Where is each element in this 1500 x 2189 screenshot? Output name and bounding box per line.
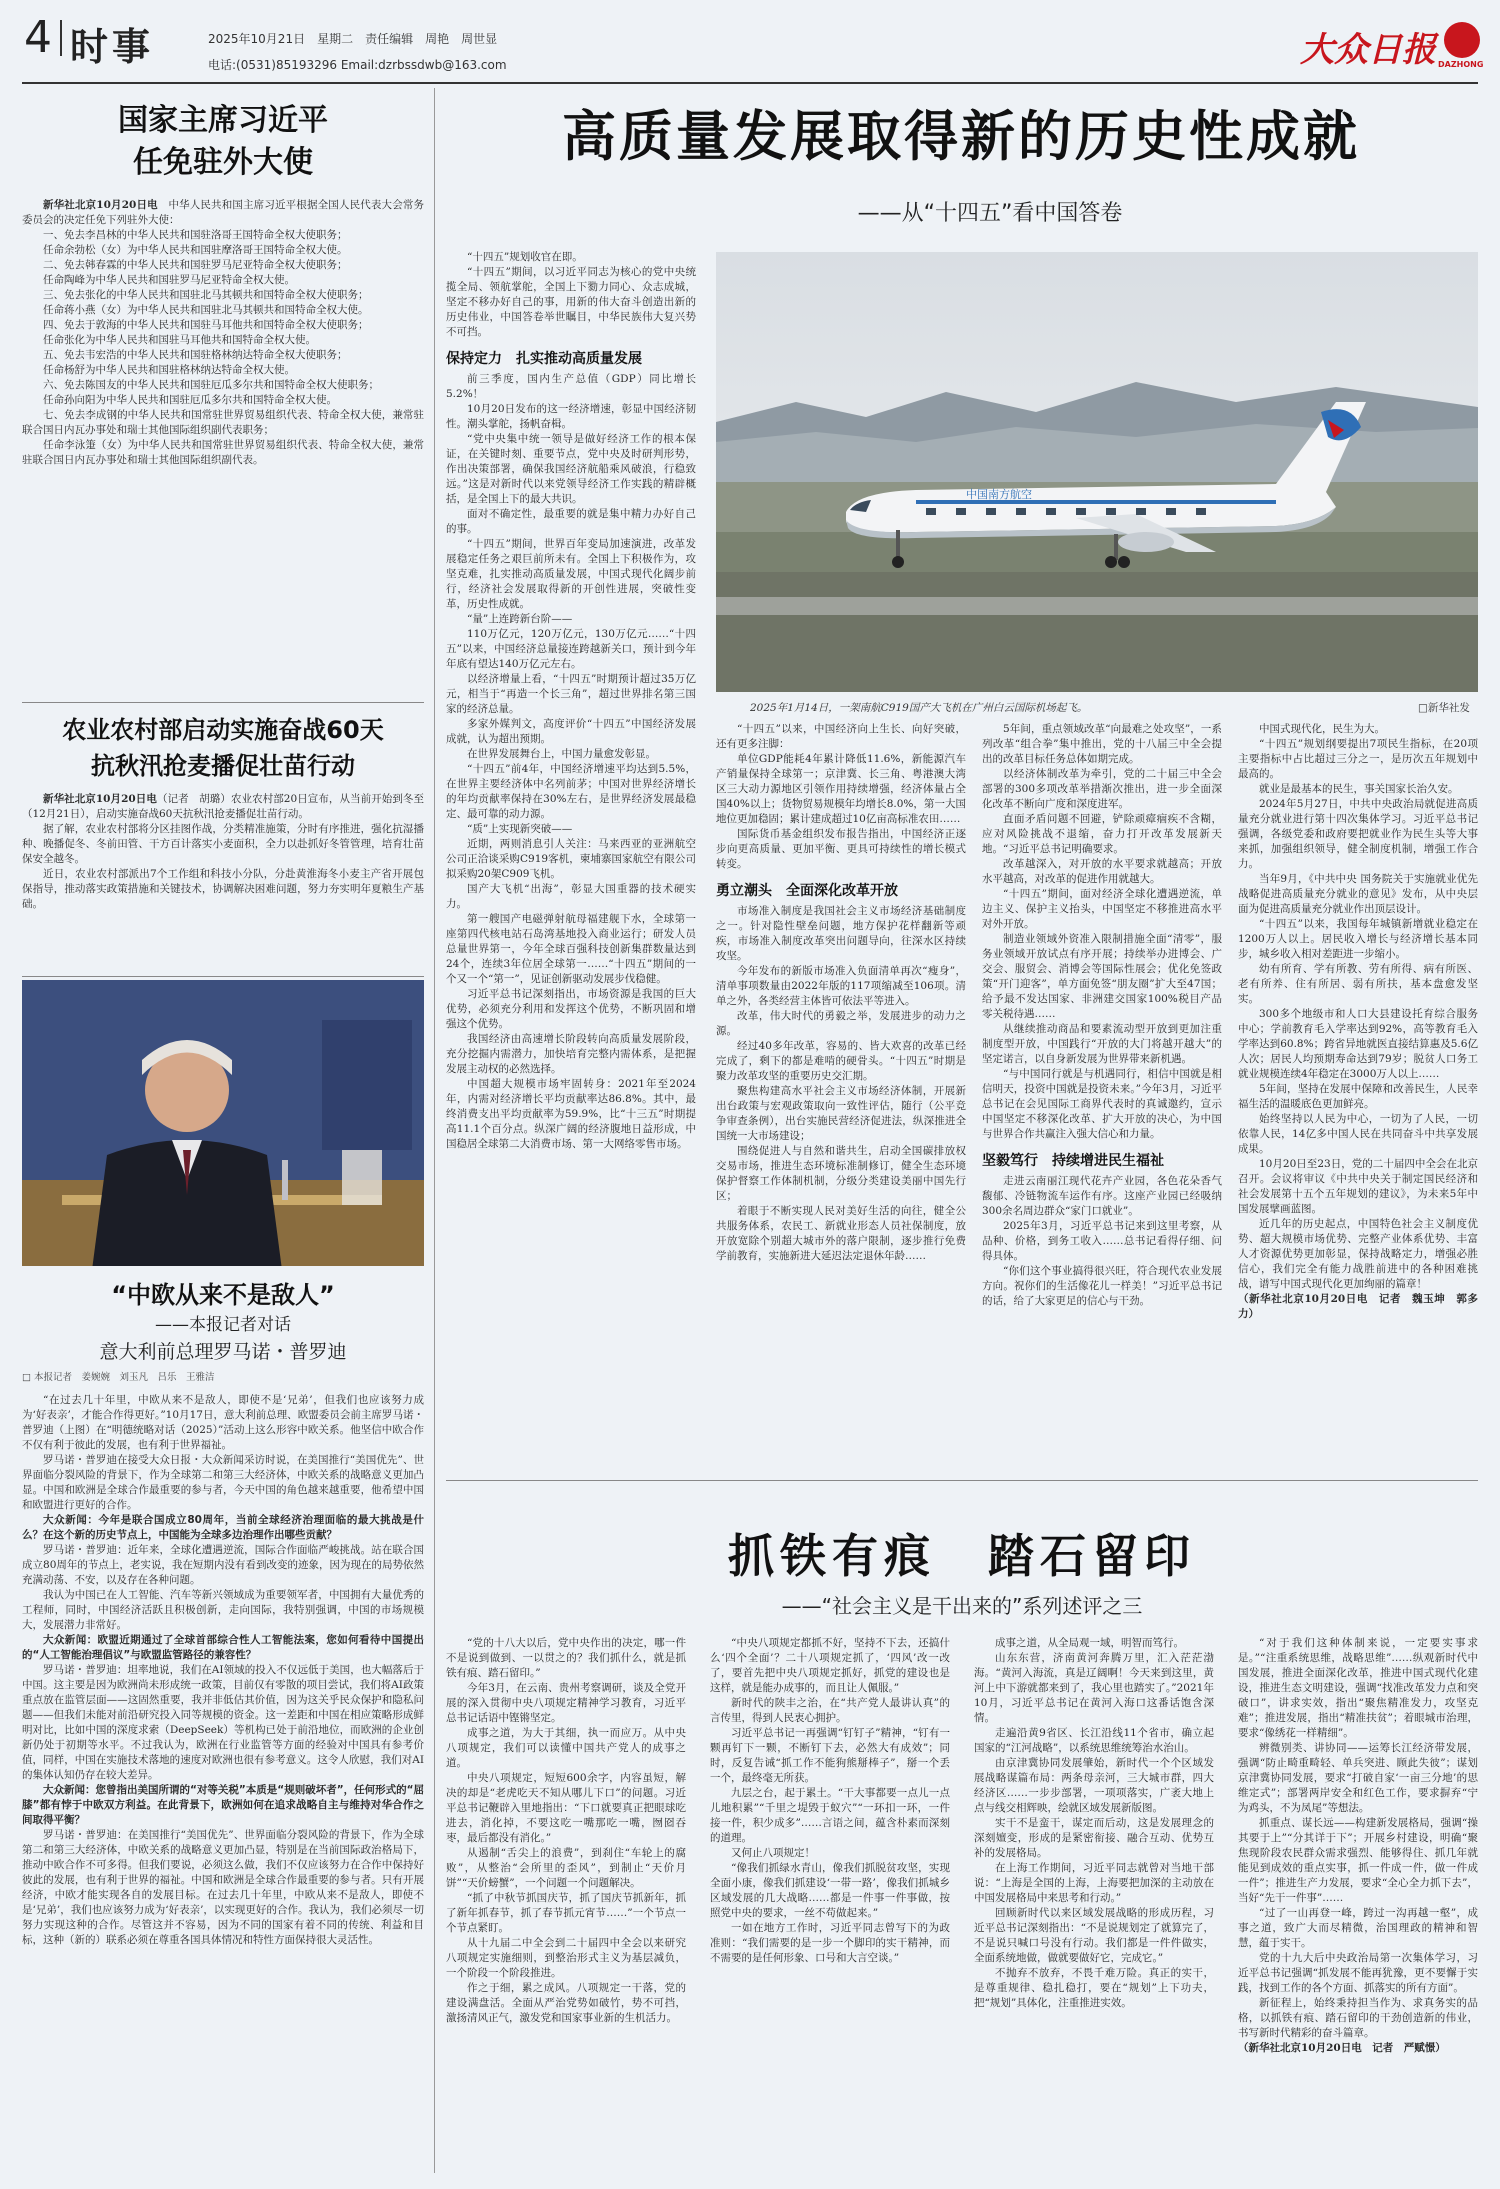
- article-paragraph: 近几年的历史起点，中国特色社会主义制度优势、超大规模市场优势、完整产业体系优势、丰富人才资源优势更加彰显，保持战略定力，增强必胜信心，我们完全有能力战胜前进中的各种困难挑战，谱写中国式现代化更加绚丽的篇章！: [1238, 1218, 1478, 1290]
- article-paragraph: 走遍沿黄9省区、长江沿线11个省市，确立起国家的“江河战略”，以系统思维统筹治水治山。: [974, 1727, 1214, 1754]
- header-divider: [60, 20, 62, 56]
- article-paragraph: 罗马诺・普罗迪：近年来，全球化遭遇逆流，国际合作面临严峻挑战。站在联合国成立80周年的节点上，老实说，我在短期内没有看到改变的迹象，因为现在的局势依然充满动荡、不安，以及存在各种问题。: [22, 1544, 424, 1586]
- article-paragraph: 聚焦构建高水平社会主义市场经济体制，开展新出台政策与宏观政策取向一致性评估，随行（公平竞争审查条例），出台实施民营经济促进法，纵深推进全国统一大市场建设；: [716, 1085, 966, 1142]
- ambassadors-dateline: 新华社北京10月20日电: [43, 199, 158, 211]
- article-paragraph: 面对不确定性，最重要的就是集中精力办好自己的事。: [446, 508, 696, 535]
- article-paragraph: 第一艘国产电磁弹射航母福建舰下水，全球第一座第四代核电站石岛湾基地投入商业运行；研发人员总量世界第一，今年全球百强科技创新集群数量达到24个，连续3年位居全球第一……“十四五”期间的一个又一个“第一”，见证创新驱动发展步伐稳健。: [446, 913, 696, 985]
- article-paragraph: 九层之台，起于累土。“干大事都要一点儿一点儿地积累”“千里之堤毁于蚁穴”“一环扣一环，一件接一件，积少成多”……言语之间，蕴含朴素而深刻的道理。: [710, 1787, 950, 1844]
- ambassadors-title: 国家主席习近平 任免驻外大使: [118, 103, 328, 180]
- article-paragraph: 罗马诺・普罗迪：坦率地说，我们在AI领域的投入不仅远低于美国，也大幅落后于中国。这主要是因为欧洲尚未形成统一政策，目前仅有零散的项目尝试，我们将AI政策重点放在监管层面——这固然重要，我并非低估其价值，因为这关乎民众保护和隐私问题——但我们未能对前沿研究投入同等规模的资金。这一差距和中国在相应策略形成鲜明对比，比如中国的深度求索（DeepSeek）等机构已处于前沿地位，而欧洲的企业创新仍处于初期等水平。不过我认为，欧洲在行业监管等方面的经验对中国具有参考价值，同样，中国在实施技术落地的速度对欧洲也很有参考意义。这令人欣慰，我们对AI的集体认知仍存在较大差异。: [22, 1664, 424, 1781]
- article-paragraph: 改革越深入，对开放的水平要求就越高；开放水平越高，对改革的促进作用就越大。: [982, 858, 1222, 885]
- main-subhead-1: 保持定力 扎实推动高质量发展: [446, 351, 642, 367]
- main-col-2: [716, 722, 966, 1472]
- photo-credit: □新华社发: [1418, 702, 1470, 714]
- article-paragraph: 不抛弃不放弃，不畏千难万险。真正的实干，是尊重规律、稳扎稳打，要在“规划”上下功夫，把“规划”具体化，注重推进实效。: [974, 1967, 1214, 2009]
- logo-sub: DAZHONG: [1438, 60, 1484, 69]
- main-col-4: [1238, 722, 1478, 1472]
- interview-title: “中欧从来不是敌人”: [111, 1281, 335, 1309]
- article-ambassadors: [22, 100, 424, 700]
- article-paragraph: 5年间，重点领域改革“向最难之处攻坚”，一系列改革“组合拳”集中推出，党的十八届三中全会提出的改革目标任务总体如期完成。: [982, 723, 1222, 765]
- article-paragraph: 作之于细，累之成风。八项规定一干落，党的建设满盘活。全面从严治党势如破竹，势不可挡，激扬清风正气，激发党和国家事业新的生机活力。: [446, 1982, 686, 2024]
- section-name: 时事: [70, 25, 155, 69]
- interview-reporters: 本报记者 姜婉婉 刘玉凡 吕乐 王雅洁: [34, 1372, 215, 1383]
- article-paragraph: 在上海工作期间，习近平同志就曾对当地干部说：“上海是全国的上海，上海要把加深的主动放在中国发展格局中来思考和行动。”: [974, 1862, 1214, 1904]
- article-paragraph: 由京津冀协同发展肇始，新时代一个个区域发展战略谋篇布局：两条母亲河，三大城市群，四大经济区……一步步部署，一项项落实，广袤大地上点与线交相辉映，绘就区域发展新版图。: [974, 1757, 1214, 1814]
- article-paragraph: 一、免去李昌林的中华人民共和国驻洛哥王国特命全权大使职务；: [43, 229, 348, 241]
- article-paragraph: “抓了中秋节抓国庆节，抓了国庆节抓新年，抓了新年抓春节，抓了春节抓元宵节……”一个节点一个节点紧盯。: [446, 1892, 686, 1934]
- main-subhead-2: 勇立潮头 全面深化改革开放: [716, 883, 898, 899]
- article-paragraph: “质”上实现新突破——: [467, 823, 573, 835]
- article-paragraph: 成事之道，为大于其细，执一而应万。从中央八项规定，我们可以读懂中国共产党人的成事之道。: [446, 1727, 686, 1769]
- main-headline: 高质量发展取得新的历史性成就: [562, 105, 1360, 168]
- article-paragraph: 5年间，坚持在发展中保障和改善民生，人民幸福生活的温暖底色更加鲜亮。: [1238, 1083, 1478, 1110]
- plane-livery-text: 中国南方航空: [966, 488, 1032, 501]
- article-paragraph: 从继续推动商品和要素流动型开放到更加注重制度型开放，中国践行“开放的大门将越开越大”的坚定诺言，以自身新发展为世界带来新机遇。: [982, 1023, 1222, 1065]
- article-paragraph: “十四五”期间，以习近平同志为核心的党中央统揽全局、领航掌舵，全国上下勠力同心、众志成城，坚定不移办好自己的事，用新的伟大奋斗创造出新的历史伟业，中国答卷举世瞩目，中华民族伟大复兴势不可挡。: [446, 266, 696, 338]
- article-paragraph: 习近平总书记深刻指出，市场资源是我国的巨大优势，必须充分利用和发挥这个优势，不断巩固和增强这个优势。: [446, 988, 696, 1030]
- article-paragraph: 回顾新时代以来区域发展战略的形成历程，习近平总书记深刻指出：“不是说规划定了就算完了，不是说只喊口号没有行动。我们都是一件件做实，全面系统地做，做就要做好它，完成它。”: [974, 1907, 1214, 1964]
- article-paragraph: “十四五”规划收官在即。: [467, 251, 583, 263]
- article-paragraph: 六、免去陈国友的中华人民共和国驻厄瓜多尔共和国特命全权大使职务；: [43, 379, 379, 391]
- article-paragraph: “量”上连跨新台阶——: [467, 613, 573, 625]
- article-paragraph: 任命张化为中华人民共和国驻马耳他共和国特命全权大使。: [43, 334, 316, 346]
- article-paragraph: 二、免去韩春霖的中华人民共和国驻罗马尼亚特命全权大使职务；: [43, 259, 348, 271]
- page-number: 4: [24, 12, 52, 63]
- contact-line: 电话:(0531)85193296 Email:dzrbssdwb@163.com: [208, 58, 507, 72]
- commentary-end-dateline: （新华社北京10月20日电 记者 严赋憬）: [1238, 2042, 1446, 2054]
- commentary-subheadline: ——“社会主义是干出来的”系列述评之三: [781, 1594, 1143, 1618]
- newspaper-logo: 大众日报: [1300, 30, 1436, 70]
- article-paragraph: 三、免去张化的中华人民共和国驻北马其顿共和国特命全权大使职务；: [43, 289, 369, 301]
- article-paragraph: 七、免去李成钢的中华人民共和国常驻世界贸易组织代表、特命全权大使，兼常驻联合国日内瓦办事处和瑞士其他国际组织副代表职务；: [22, 409, 424, 436]
- article-paragraph: 国际货币基金组织发布报告指出，中国经济正逐步向更高质量、更加平衡、更具可持续性的增长模式转变。: [716, 828, 966, 870]
- article-paragraph: “十四五”以来，我国每年城镇新增就业稳定在1200万人以上。居民收入增长与经济增长基本同步，城乡收入相对差距进一步缩小。: [1238, 918, 1478, 960]
- article-paragraph: 中国式现代化，民生为大。: [1259, 723, 1385, 735]
- article-paragraph: 300多个地级市和人口大县建设托育综合服务中心；学前教育毛入学率达到92%，高等教育毛入学率达到60.8%；跨省异地就医直接结算惠及5.6亿人次；居民人均预期寿命达到79岁；脱贫人口务工就业规模连续4年稳定在3000万人以上……: [1238, 1008, 1478, 1080]
- article-paragraph: “党的十八大以后，党中央作出的决定，哪一件不是说到做到、一以贯之的？我们抓什么，就是抓铁有痕、踏石留印。”: [446, 1637, 686, 1679]
- main-subhead-3: 坚毅笃行 持续增进民生福祉: [982, 1153, 1164, 1169]
- article-paragraph: 市场准入制度是我国社会主义市场经济基础制度之一。针对隐性壁垒问题，地方保护花样翻新等顽疾，市场准入制度改革突出问题导向，往深水区持续攻坚。: [716, 905, 966, 962]
- article-paragraph: 党的十九大后中央政治局第一次集体学习，习近平总书记强调“抓发展不能再犹豫，更不要懈于实践，找到工作的各个方面、抓落实的所有方面”。: [1238, 1952, 1478, 1994]
- interview-subtitle-2: 意大利前总理罗马诺・普罗迪: [99, 1341, 347, 1363]
- commentary-col-3: [974, 1636, 1214, 2176]
- article-paragraph: 前三季度，国内生产总值（GDP）同比增长5.2%！: [446, 373, 696, 400]
- main-end-dateline: （新华社北京10月20日电 记者 魏玉坤 郭多力）: [1238, 1293, 1478, 1320]
- article-paragraph: 五、免去韦宏浩的中华人民共和国驻格林纳达特命全权大使职务；: [43, 349, 348, 361]
- article-interview: [22, 1272, 424, 2172]
- article-paragraph: “过了一山再登一峰，跨过一沟再越一壑”，成事之道，致广大而尽精微，治国理政的精神和智慧，蕴于实干。: [1238, 1907, 1478, 1949]
- article-paragraph: 四、免去于敦海的中华人民共和国驻马耳他共和国特命全权大使职务；: [43, 319, 369, 331]
- article-paragraph: 始终坚持以人民为中心，一切为了人民，一切依靠人民，14亿多中国人民在共同奋斗中共享发展成果。: [1238, 1113, 1478, 1155]
- article-paragraph: 2025年3月，习近平总书记来到这里考察，从品种、价格，到务工收入……总书记看得仔细、问得具体。: [982, 1220, 1222, 1262]
- article-paragraph: 在世界发展舞台上，中国力量愈发彰显。: [467, 748, 656, 760]
- article-paragraph: “中央八项规定都抓不好，坚持不下去，还搞什么‘四个全面’？二十八项规定抓了，‘四风’改一改了，要首先把中央八项规定抓好，抓党的建设也是这样，就是能办成事的，而且让人佩服。”: [710, 1637, 950, 1694]
- article-paragraph: “与中国同行就是与机遇同行，相信中国就是相信明天，投资中国就是投资未来。”今年3月，习近平总书记在会见国际工商界代表时的真诚邀约，宣示中国坚定不移深化改革、扩大开放的决心，为中国与世界合作共赢注入强大信心和力量。: [982, 1068, 1222, 1140]
- article-paragraph: 一如在地方工作时，习近平同志曾写下的为政准则：“我们需要的是一步一个脚印的实干精神，而不需要的是任何形象、口号和大言空谈。”: [710, 1922, 950, 1964]
- article-paragraph: 新时代的陕丰之治，在“共产党人最讲认真”的言传里，得到人民衷心拥护。: [710, 1697, 950, 1724]
- article-paragraph: 10月20日发布的这一经济增速，彰显中国经济韧性。潮头掌舵，扬帆奋楫。: [446, 403, 696, 430]
- commentary-col-2: [710, 1636, 950, 2176]
- article-paragraph: 幼有所育、学有所教、劳有所得、病有所医、老有所养、住有所居、弱有所扶，基本盘愈发坚实。: [1238, 963, 1478, 1005]
- article-paragraph: 110万亿元，120万亿元，130万亿元……“十四五”以来，中国经济总量接连跨越新关口，预计到今年年底有望达140万亿元左右。: [446, 628, 696, 670]
- article-paragraph: 任命孙向阳为中华人民共和国驻厄瓜多尔共和国特命全权大使。: [43, 394, 337, 406]
- photo-caption: 2025年1月14日，一架南航C919国产大飞机在广州白云国际机场起飞。: [750, 702, 1088, 714]
- article-paragraph: 改革，伟大时代的勇毅之举，发展进步的动力之源。: [716, 1010, 966, 1037]
- article-paragraph: 我国经济由高速增长阶段转向高质量发展阶段，充分挖掘内需潜力，加快培育完整内需体系，是把握发展主动权的必然选择。: [446, 1033, 696, 1075]
- c919-photo: [716, 252, 1478, 692]
- main-col-1: [446, 250, 696, 1470]
- article-paragraph: “十四五”以来，中国经济向上生长、向好突破，还有更多注脚：: [716, 723, 966, 750]
- commentary-col-4: [1238, 1636, 1478, 2176]
- article-paragraph: 以经济体制改革为牵引，党的二十届三中全会部署的300多项改革举措渐次推出，进一步全面深化改革不断向广度和深度进军。: [982, 768, 1222, 810]
- article-paragraph: 10月20日至23日，党的二十届四中全会在北京召开。会议将审议《中共中央关于制定国民经济和社会发展第十五个五年规划的建议》，为未来5年中国发展擘画蓝图。: [1238, 1158, 1478, 1215]
- article-paragraph: “对于我们这种体制来说，一定要实事求是。”“注重系统思维，战略思维”……纵观新时代中国发展，推进全面深化改革，推进中国式现代化建设，推进生态文明建设，强调“找准改革发力点和突破口”，讲求实效，指出“聚焦精准发力，攻坚克难”；推进发展，指出“精准扶贫”；着眼城市治理，要求“像绣花一样精细”。: [1238, 1637, 1478, 1739]
- article-paragraph: 走进云南丽江现代花卉产业园，各色花朵香气馥郁、冷链物流车运作有序。这座产业园已经吸纳300余名周边群众“家门口就业”。: [982, 1175, 1222, 1217]
- article-paragraph: 直面矛盾问题不回避，铲除顽瘴痼疾不含糊，应对风险挑战不退缩，奋力打开改革发展新天地。“习近平总书记明确要求。: [982, 813, 1222, 855]
- header-rule: [22, 82, 1478, 84]
- article-paragraph: 大众新闻：您曾指出美国所谓的“对等关税”本质是“规则破坏者”，任何形式的“屈膝”都有悖于中欧双方利益。在此背景下，欧洲如何在追求战略自主与维持对华合作之间取得平衡？: [22, 1784, 424, 1826]
- article-paragraph: 任命蒋小燕（女）为中华人民共和国驻北马其顿共和国特命全权大使。: [43, 304, 369, 316]
- prodi-photo: [22, 980, 424, 1266]
- article-paragraph: 山东东营，济南黄河奔腾万里，汇入茫茫渤海。“黄河入海流，真是辽阔啊！今天来到这里，黄河上中下游就都来到了，我心里也踏实了。”2021年10月，习近平总书记在黄河入海口这番话饱含深情。: [974, 1652, 1214, 1724]
- article-paragraph: 单位GDP能耗4年累计降低11.6%，新能源汽车产销量保持全球第一；京津冀、长三角、粤港澳大湾区三大动力源地区引领作用持续增强，经济体量占全国40%以上；货物贸易规模年均增长8.0%，第一大国地位更加稳固；累计建成超过10亿亩高标准农田……: [716, 753, 966, 825]
- article-paragraph: 近期，两则消息引人关注：马来西亚的亚洲航空公司正洽谈采购C919客机，柬埔寨国家航空有限公司拟采购20架C909飞机。: [446, 838, 696, 880]
- article-agriculture: [22, 712, 424, 976]
- article-paragraph: [22, 1370, 424, 1385]
- article-paragraph: 今年发布的新版市场准入负面清单再次“瘦身”，清单事项数量由2022年版的117项缩减至106项。清单之外，各类经营主体皆可依法平等进入。: [716, 965, 966, 1007]
- article-paragraph: “十四五”前4年，中国经济增速平均达到5.5%，在世界主要经济体中名列前茅；中国对世界经济增长的年均贡献率保持在30%左右，是世界经济发展最稳定、最可靠的动力源。: [446, 763, 696, 820]
- article-paragraph: 2024年5月27日，中共中央政治局就促进高质量充分就业进行第十四次集体学习。习近平总书记强调，各级党委和政府要把就业作为民生头等大事来抓，加强组织领导，健全制度机制，增强工作合力。: [1238, 798, 1478, 870]
- article-paragraph: 围绕促进人与自然和谐共生，启动全国碳排放权交易市场，推进生态环境标准制修订，健全生态环境保护督察工作体制机制，分级分类建设美丽中国先行区；: [716, 1145, 966, 1202]
- main-col-3: [982, 722, 1222, 1472]
- article-paragraph: 国产大飞机“出海”，彰显大国重器的技术硬实力。: [446, 883, 696, 910]
- article-paragraph: “像我们抓绿水青山，像我们抓脱贫攻坚，实现全面小康，像我们抓建设‘一带一路’，像我们抓城乡区域发展的几大战略……都是一件事一件事做，按照党中央的要求，一丝不苟做起来。”: [710, 1862, 950, 1919]
- commentary-col-1: [446, 1636, 686, 2176]
- article-paragraph: 新征程上，始终秉持担当作为、求真务实的品格，以抓铁有痕、踏石留印的干劲创造新的伟业，书写新时代精彩的奋斗篇章。: [1238, 1997, 1478, 2039]
- article-paragraph: 抓重点、谋长远——构建新发展格局，强调“操其要于上”“分其详于下”；开展乡村建设，明确“聚焦现阶段农民群众需求强烈、能够得住、抓几年就能见到成效的重点实事，抓一件成一件，做一件成一件”；推进生产力发展，要求“全心全力抓下去”，当好“先干一件事”……: [1238, 1817, 1478, 1904]
- interview-subtitle: ——本报记者对话: [155, 1315, 291, 1335]
- article-paragraph: 从遏制“舌尖上的浪费”，到刹住“车轮上的腐败”，从整治“会所里的歪风”，到制止“天价月饼”“天价螃蟹”，一个问题一个问题解决。: [446, 1847, 686, 1889]
- main-subheadline: ——从“十四五”看中国答卷: [857, 201, 1123, 226]
- article-paragraph: 任命余勃松（女）为中华人民共和国驻摩洛哥王国特命全权大使。: [43, 244, 348, 256]
- article-paragraph: “十四五”期间，世界百年变局加速演进，改革发展稳定任务之艰巨前所未有。全国上下积极作为，攻坚克难，扎实推动高质量发展，中国式现代化阔步前行，经济社会发展取得新的开创性进展，突破性变革，历史性成就。: [446, 538, 696, 610]
- article-paragraph: 大众新闻：今年是联合国成立80周年，当前全球经济治理面临的最大挑战是什么？在这个新的历史节点上，中国能为全球多边治理作出哪些贡献？: [22, 1514, 424, 1541]
- article-paragraph: 任命李泳箑（女）为中华人民共和国常驻世界贸易组织代表、特命全权大使，兼常驻联合国日内瓦办事处和瑞士其他国际组织副代表。: [22, 439, 424, 466]
- left-divider-1: [22, 702, 424, 703]
- article-paragraph: “十四五”规划纲要提出7项民生指标，在20项主要指标中占比超过三分之一，是历次五年规划中最高的。: [1238, 738, 1478, 780]
- article-paragraph: 多家外媒判文，高度评价“十四五”中国经济发展成就，认为超出预期。: [446, 718, 696, 745]
- article-paragraph: 着眼于不断实现人民对美好生活的向往，健全公共服务体系，农民工、新就业形态人员社保制度，放开放宽除个别超大城市外的落户限制，逐步推行免费学前教育，实施新进大延迟法定退休年龄……: [716, 1205, 966, 1262]
- article-paragraph: 实干不是蛮干，谋定而后动，这是发展理念的深刻嬗变，形成的是紧密衔接、融合互动、优势互补的发展格局。: [974, 1817, 1214, 1859]
- commentary-headline: 抓铁有痕 踏石留印: [728, 1529, 1196, 1583]
- article-paragraph: 我认为中国已在人工智能、汽车等新兴领域成为重要领军者，中国拥有大量优秀的工程师，同时，中国经济活跃且积极创新，走向国际，我特别强调，中国的市场规模大，发展潜力非常好。: [22, 1589, 424, 1631]
- article-paragraph: 大众新闻：欧盟近期通过了全球首部综合性人工智能法案，您如何看待中国提出的“人工智能治理倡议”与欧盟监管路径的兼容性？: [22, 1634, 424, 1661]
- article-paragraph: 辨微别类、讲协同——运筹长江经济带发展，强调“防止畸重畸轻、单兵突进、顾此失彼”；谋划京津冀协同发展，要求“打破自家‘一亩三分地’的思维定式”；部署两岸安全和红色工作，要求摒弃“宁为鸡头，不为凤尾”等想法。: [1238, 1742, 1478, 1814]
- article-paragraph: 经过40多年改革，容易的、皆大欢喜的改革已经完成了，剩下的都是难啃的硬骨头。“十四五”时期是聚力改革攻坚的重要历史交汇期。: [716, 1040, 966, 1082]
- article-paragraph: 任命陶峰为中华人民共和国驻罗马尼亚特命全权大使。: [43, 274, 295, 286]
- article-paragraph: 新华社北京10月20日电（记者 胡璐）农业农村部20日宣布，从当前开始到冬至（12月21日），启动实施奋战60天抗秋汛抢麦播促壮苗行动。: [22, 793, 424, 820]
- article-paragraph: 制造业领域外资准入限制措施全面“清零”，服务业领域开放试点有序开展；持续举办进博会、广交会、服贸会、消博会等国际性展会；优化免签政策“开门迎客”，单方面免签“朋友圈”扩大至47国；给予最不发达国家、非洲建交国家100%税目产品零关税待遇……: [982, 933, 1222, 1020]
- date-line: 2025年10月21日 星期二 责任编辑 周艳 周世显: [208, 32, 498, 46]
- article-paragraph: 中国超大规模市场牢固转身：2021年至2024年，内需对经济增长平均贡献率达86.8%。其中，最终消费支出平均贡献率为59.9%，比“十三五”时期提高11.1个百分点。纵深广阔的经济腹地日益形成，中国稳居全球第二大消费市场、第一大网络零售市场。: [446, 1078, 696, 1150]
- article-paragraph: “党中央集中统一领导是做好经济工作的根本保证，在关键时刻、重要节点，党中央及时研判形势，作出决策部署，确保我国经济航船乘风破浪，行稳致远。”这是对新时代以来党领导经济工作实践的精辟概括，是全国上下的最大共识。: [446, 433, 696, 505]
- agri-title: 农业农村部启动实施奋战60天 抗秋汛抢麦播促壮苗行动: [62, 716, 384, 780]
- commentary-divider: [446, 1480, 1478, 1481]
- article-paragraph: 据了解，农业农村部将分区挂图作战，分类精准施策，分时有序推进，强化抗湿播种、晚播促冬、冬前田管、干方百计落实小麦面积，全力以赴抓好冬管管理，培育壮苗保安全越冬。: [22, 823, 424, 865]
- article-paragraph: 新华社北京10月20日电 中华人民共和国主席习近平根据全国人民代表大会常务委员会的决定任免下列驻外大使：: [22, 199, 424, 226]
- article-paragraph: 以经济增量上看，“十四五”时期预计超过35万亿元，相当于“再造一个长三角”，超过世界排名第三国家的经济总量。: [446, 673, 696, 715]
- article-paragraph: 当年9月，《中共中央 国务院关于实施就业优先战略促进高质量充分就业的意见》发布，从中央层面为促进高质量充分就业作出顶层设计。: [1238, 873, 1478, 915]
- article-paragraph: 从十九届二中全会到二十届四中全会以来研究八项规定实施细则，到整治形式主义为基层减负，一个阶段一个阶段推进。: [446, 1937, 686, 1979]
- article-paragraph: 又何止八项规定！: [731, 1847, 815, 1859]
- article-paragraph: “在过去几十年里，中欧从来不是敌人，即使不是‘兄弟’，但我们也应该努力成为‘好表亲’，才能合作得更好。”10月17日，意大利前总理、欧盟委员会前主席罗马诺・普罗迪（上图）在“明德统略对话（2025）”活动上这么形容中欧关系。他坚信中欧合作不仅有利于彼此的发展，也有利于世界福祉。: [22, 1394, 424, 1451]
- article-paragraph: 罗马诺・普罗迪在接受大众日报・大众新闻采访时说，在美国推行“美国优先”、世界面临分裂风险的背景下，作为全球第二和第三大经济体，中欧关系的战略意义更加凸显。中国和欧洲是全球合作最重要的参与者，今天中国的角色越来越重要，他希望中国和欧盟进行更好的合作。: [22, 1454, 424, 1511]
- left-column-divider: [434, 88, 435, 2173]
- photo-icon: □: [22, 1372, 31, 1383]
- article-paragraph: 就业是最基本的民生，事关国家长治久安。: [1259, 783, 1459, 795]
- article-paragraph: 成事之道，从全局观一域，明智而笃行。: [995, 1637, 1184, 1649]
- logo-emblem-icon: [1444, 22, 1480, 58]
- article-paragraph: “你们这个事业搞得很兴旺，符合现代农业发展方向。祝你们的生活像花儿一样美！”习近平总书记的话，给了大家更足的信心与干劲。: [982, 1265, 1222, 1307]
- left-divider-2: [22, 976, 424, 977]
- article-paragraph: 任命杨舒为中华人民共和国驻格林纳达特命全权大使。: [43, 364, 295, 376]
- article-paragraph: 今年3月，在云南、贵州考察调研，谈及全党开展的深入贯彻中央八项规定精神学习教育，习近平总书记话语中铿锵坚定。: [446, 1682, 686, 1724]
- article-paragraph: 习近平总书记一再强调“钉钉子”精神，“钉有一颗再钉下一颗，不断钉下去，必然大有成效”；同时，反复告诫“抓工作不能狗熊掰棒子”，掰一个丢一个，最终毫无所获。: [710, 1727, 950, 1784]
- article-paragraph: 中央八项规定，短短600余字，内容虽短，解决的却是“老虎吃天不知从哪儿下口”的问题。习近平总书记鞭辟入里地指出：“下口就要真正把眼球吃进去，消化掉，不要这吃一嘴那吃一嘴，囫囵吞枣，最后都没有消化。”: [446, 1772, 686, 1844]
- article-paragraph: “十四五”期间，面对经济全球化遭遇逆流，单边主义、保护主义抬头，中国坚定不移推进高水平对外开放。: [982, 888, 1222, 930]
- article-paragraph: 罗马诺・普罗迪：在美国推行“美国优先”、世界面临分裂风险的背景下，作为全球第二和第三大经济体，中欧关系的战略意义更加凸显，特别是在当前国际政治格局下，推动中欧合作不可多得。但我们要说，必须这么做，我们不仅应该努力在合作中保持好彼此的发展，也有利于世界的福祉。中国和欧洲是全球合作最重要的参与者。只有开展经济，中欧才能实现各自的发展目标。在过去几十年里，中欧从来不是敌人，即使不是‘兄弟’，我们也应该努力成为‘好表亲’，以实现更好的合作。我认为，我们必须尽一切努力实现这种的合作。尽管这并不容易，因为不同的国家有着不同的传统、利益和目标，这种（新的）联系必须在尊重各国具体情况和特性方面保持很大灵活性。: [22, 1829, 424, 1946]
- article-paragraph: 近日，农业农村部派出7个工作组和科技小分队，分赴黄淮海冬小麦主产省开展包保指导，推动落实政策措施和关键技术，协调解决困难问题，努力夯实明年夏粮生产基础。: [22, 868, 424, 910]
